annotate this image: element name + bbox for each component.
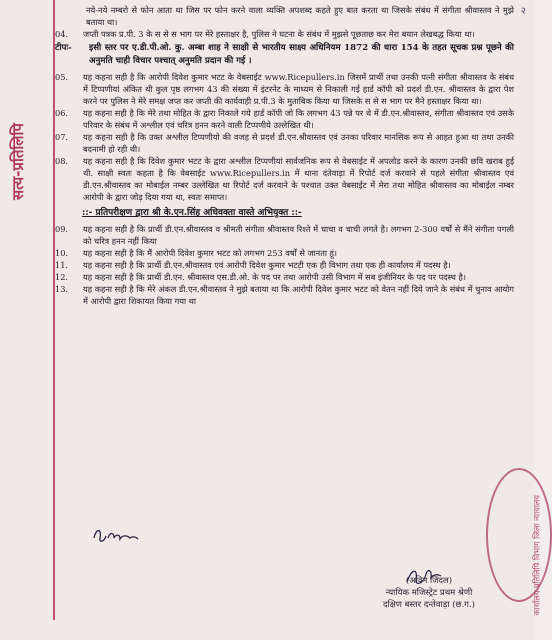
paragraph-number: 10. [55, 248, 69, 258]
magistrate-title: न्यायिक मजिस्ट्रेट प्रथम श्रेणी [385, 588, 473, 598]
paragraph-07 [55, 131, 514, 155]
paragraph-text: यह कहना सही है कि आरोपी दिवेश कुमार भटट के वेबसाईट www.Ricepullers.in जिसमें प्रार्थी तथा उनकी पत्नी संगीता श्रीवास्तव के संबंध में टिप्पणीयां अंकित थी कुल पृष्ठ लगभग 43 की संख्या में इंटरनेट के माध्यम से निकाली गई हार्ड कॉपी को प्रदर्श डी.एन. श्रीवास्तव के द्वारा पेश करने पर पुलिस ने मेरे समक्ष जप्त कर जप्ती की कार्यवाही प्र.पी.3 के मुताबिक किया था जिसके स से स भाग पर मैने हस्ताक्षर किया था। [83, 72, 514, 106]
court-seal-text: कार्यालय प्रतिलिपि विभाग जिला न्यायालय [533, 495, 542, 616]
page-mark: २ [520, 6, 526, 17]
note-block [55, 42, 514, 68]
paragraph-10 [55, 247, 514, 259]
magistrate-block [383, 575, 475, 611]
paragraph-number: 05. [55, 72, 69, 82]
paragraph-number: 09. [55, 224, 69, 234]
paragraph-11 [55, 259, 514, 271]
paragraph-text: यह कहना सही है कि मेरे तथा मोहित के द्वारा निकाले गये हार्ड कॉपी जो कि लगभग 43 पन्ने पर थे में डी.एन.श्रीवास्तव, संगीता श्रीवास्तव एवं उसके परिवार के संबंध में अश्लील एवं चरित्र हनन करने वाली टिप्पणीये उल्लेखित थी। [83, 108, 514, 130]
paragraph-text: यह कहना सही है कि प्रार्थी डी.एन.श्रीवास्तव व श्रीमती संगीता श्रीवास्तव रिश्ते में चाचा व चाची लगते है। लगभग 2-300 वर्षों से मैंने संगीता पगली को चरित्र हनन नहीं किया [83, 224, 514, 246]
paragraph-04 [55, 28, 514, 40]
margin-line [53, 0, 55, 620]
true-copy-stamp: सत्य-प्रतिलिपि [9, 123, 27, 200]
paragraph-text: यह कहना सही है कि दिवेश कुमार भटट के द्वारा अश्लील टिप्पणीयां सार्वजनिक रूप से वेबसाईट में अपलोड करने के कारण उनकी छवि खराब हुई थी. साक्षी स्वतः कहता है कि वेबसाईट www.Ricepullers.in में थाना दंतेवाड़ा में रिपोर्ट दर्ज करवाने से पहले संगीता श्रीवास्तव एवं डी.एन.श्रीवास्तव का मोबाईल नम्बर उल्लेखित था रिपोर्ट दर्ज करवाने के पश्चात उक्त वेबसाईट में मेरा तथा मोहित श्रीवास्तव का मोबाईल नम्बर आरोपी के द्वारा जोड़ दिया गया था, स्वतः समाप्त। [83, 156, 514, 202]
paragraph-12 [55, 271, 514, 283]
witness-signature [90, 524, 140, 546]
paragraph-intro: नये-नये नम्बरो से फोन आता था जिस पर फोन करने वाला व्यक्ति अपशब्द कहते हुए बात करता था जिसके संबंध में संगीता श्रीवास्तव ने मुझे बताया था। [86, 5, 514, 27]
paragraph-number: 13. [55, 284, 69, 294]
paragraph-text: यह कहना सही है कि प्रार्थी डी.एन.श्रीवास्तव एवं आरोपी दिवेश कुमार भटट़ी एक ही विभाग तथा एक ही कार्यालय में पदस्थ है। [83, 260, 451, 270]
paragraph-09 [55, 223, 514, 247]
paragraph-text: यह कहना सही है कि मेरे अंकल डी.एन.श्रीवास्तव ने मुझे बताया था कि आरोपी दिवेश कुमार भटट को वेतन नहीं दिये जाने के संबंध में चुनाव आयोग में आरोपी द्वारा शिकायत किया गया था [83, 284, 514, 306]
magistrate-name: (अविन जिंदल) [405, 576, 453, 586]
paragraph-number: 04. [55, 29, 69, 39]
paragraph-06 [55, 107, 514, 131]
note-label: टीपः- [55, 43, 72, 53]
paragraph-13 [55, 283, 514, 307]
paragraph-text: यह कहना सही है कि मैं आरोपी दिवेश कुमार भटट को लगभग 253 वर्षों से जानता हूं। [83, 248, 338, 258]
magistrate-place: दक्षिण बस्तर दन्तेवाड़ा (छ.ग.) [383, 600, 475, 610]
paragraph-number: 08. [55, 156, 69, 166]
paragraph-number: 11. [55, 260, 69, 270]
paragraph-number: 06. [55, 108, 69, 118]
paragraph-text: यह कहना सही है कि प्रार्थी डी.एन. श्रीवास्तव एस.डी.ओ. के पद पर तथा आरोपी उसी विभाग में सब इंजीनियर के पद पर पदस्थ है। [83, 272, 466, 282]
paragraph-08 [55, 155, 514, 203]
paragraph-number: 07. [55, 132, 69, 142]
document-body [55, 4, 514, 307]
cross-examination-heading: ::- प्रतिपरीक्षण द्वारा श्री के.एन.सिंह अधिवक्ता वास्ते अभियुक्त ::- [82, 208, 302, 218]
paragraph-number: 12. [55, 272, 69, 282]
note-text: इसी स्तर पर ए.डी.पी.ओ. कु. अम्बा शाह ने साक्षी से भारतीय साक्ष्य अधिनियम 1872 की धारा 154 के तहत सूचक प्रश्न पूछने की अनुमति चाही विचार पश्चात् अनुमति प्रदान की गई । [89, 43, 514, 66]
paragraph-text: यह कहना सही है कि उक्त अश्लील टिप्पणीयो की वजह से प्रदर्श डी.एन.श्रीवास्तव एवं उनका परिवार मानसिक रूप से आहत हुआ था तथा उनकी बदनामी हो रही थी। [83, 132, 514, 154]
paragraph-05 [55, 71, 514, 107]
paragraph-text: जप्ती पत्रक प्र.पी. 3 के स से स भाग पर मेरे हस्ताक्षर है, पुलिस ने घटना के संबंध में मुझसे पूछताछ कर मेरा बयान लेखबद्ध किया था। [83, 29, 475, 39]
